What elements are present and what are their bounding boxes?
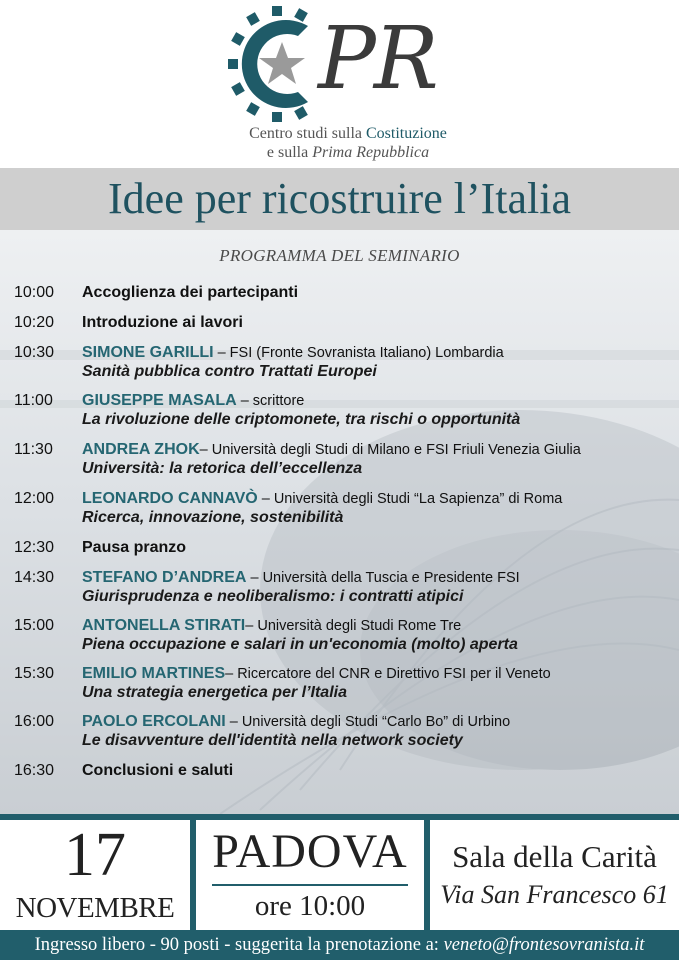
gear-star-logo-icon	[228, 4, 324, 124]
schedule-time: 11:00	[14, 392, 53, 409]
page-title: Idee per ricostruire l’Italia	[108, 174, 571, 223]
speaker-name: STEFANO D’ANDREA	[82, 569, 247, 586]
speaker-name: ANTONELLA STIRATI	[82, 617, 246, 634]
logo-subtitle-prefix-1: Centro studi sulla	[249, 125, 366, 142]
schedule-time: 10:20	[14, 314, 55, 331]
talk-title: Una strategia energetica per l’Italia	[82, 684, 347, 701]
talk-title: Ricerca, innovazione, sostenibilità	[82, 509, 344, 526]
schedule-time: 10:00	[14, 284, 55, 301]
speaker-name: LEONARDO CANNAVÒ	[82, 490, 258, 507]
date-box	[0, 820, 190, 930]
speaker-affiliation: – Università degli Studi “La Sapienza” di Roma	[257, 491, 563, 507]
speaker-affiliation: – Università degli Studi Rome Tre	[245, 618, 462, 634]
logo-subtitle-prefix-2: e sulla	[266, 144, 313, 161]
event-city: PADOVA	[212, 825, 408, 878]
talk-title: Giurisprudenza e neoliberalismo: i contratti atipici	[82, 588, 464, 605]
city-divider	[212, 884, 408, 886]
logo-header	[0, 0, 679, 168]
logo-subtitle-accent: Costituzione	[366, 125, 447, 142]
speaker-name: GIUSEPPE MASALA	[82, 392, 237, 409]
schedule-time: 15:30	[14, 665, 55, 682]
schedule-time: 16:30	[14, 762, 55, 779]
logo-subtitle	[228, 124, 468, 162]
event-month: NOVEMBRE	[15, 892, 175, 924]
speaker-affiliation: – Università degli Studi di Milano e FSI Friuli Venezia Giulia	[199, 442, 581, 458]
speaker-name: SIMONE GARILLI	[82, 344, 214, 361]
schedule-time: 11:30	[14, 441, 53, 458]
schedule-event: Conclusioni e saluti	[82, 762, 234, 779]
registration-text: Ingresso libero - 90 posti - suggerita la prenotazione a:	[34, 935, 444, 955]
schedule-event: Introduzione ai lavori	[82, 314, 243, 331]
venue-address: Via San Francesco 61	[440, 880, 669, 909]
talk-title: Università: la retorica dell’eccellenza	[82, 460, 363, 477]
logo-letters: PR	[318, 9, 437, 109]
talk-title: Le disavventure dell'identità nella network society	[82, 732, 463, 749]
schedule-time: 12:00	[14, 490, 55, 507]
schedule-time: 14:30	[14, 569, 55, 586]
talk-title: Sanità pubblica contro Trattati Europei	[82, 363, 377, 380]
schedule-time: 10:30	[14, 344, 55, 361]
speaker-name: ANDREA ZHOK	[82, 441, 200, 458]
speaker-affiliation: – Università della Tuscia e Presidente FSI	[246, 570, 520, 586]
program-subtitle: PROGRAMMA DEL SEMINARIO	[219, 246, 460, 265]
event-start-time: ore 10:00	[254, 890, 366, 922]
venue-name: Sala della Carità	[452, 839, 657, 874]
schedule-time: 15:00	[14, 617, 55, 634]
registration-info	[0, 930, 679, 960]
speaker-affiliation: – FSI (Fronte Sovranista Italiano) Lombardia	[213, 345, 504, 361]
event-day: 17	[64, 821, 126, 889]
logo-subtitle-italic: Prima Repubblica	[312, 144, 430, 161]
speaker-affiliation: – scrittore	[236, 393, 305, 409]
talk-title: Piena occupazione e salari in un'economia (molto) aperta	[82, 636, 518, 653]
speaker-affiliation: – Ricercatore del CNR e Direttivo FSI per il Veneto	[225, 666, 551, 682]
schedule-time: 16:00	[14, 713, 55, 730]
speaker-name: PAOLO ERCOLANI	[82, 713, 226, 730]
schedule-event: Accoglienza dei partecipanti	[82, 284, 299, 301]
program-section	[0, 230, 679, 814]
schedule-time: 12:30	[14, 539, 55, 556]
contact-email-link[interactable]: veneto@frontesovranista.it	[443, 935, 645, 955]
speaker-affiliation: – Università degli Studi “Carlo Bo” di Urbino	[225, 714, 511, 730]
schedule-event: Pausa pranzo	[82, 539, 187, 556]
speaker-name: EMILIO MARTINES	[82, 665, 226, 682]
talk-title: La rivoluzione delle criptomonete, tra rischi o opportunità	[82, 411, 521, 428]
title-band	[0, 168, 679, 230]
venue-box	[430, 820, 679, 930]
event-footer	[0, 814, 679, 960]
city-box	[196, 820, 424, 930]
